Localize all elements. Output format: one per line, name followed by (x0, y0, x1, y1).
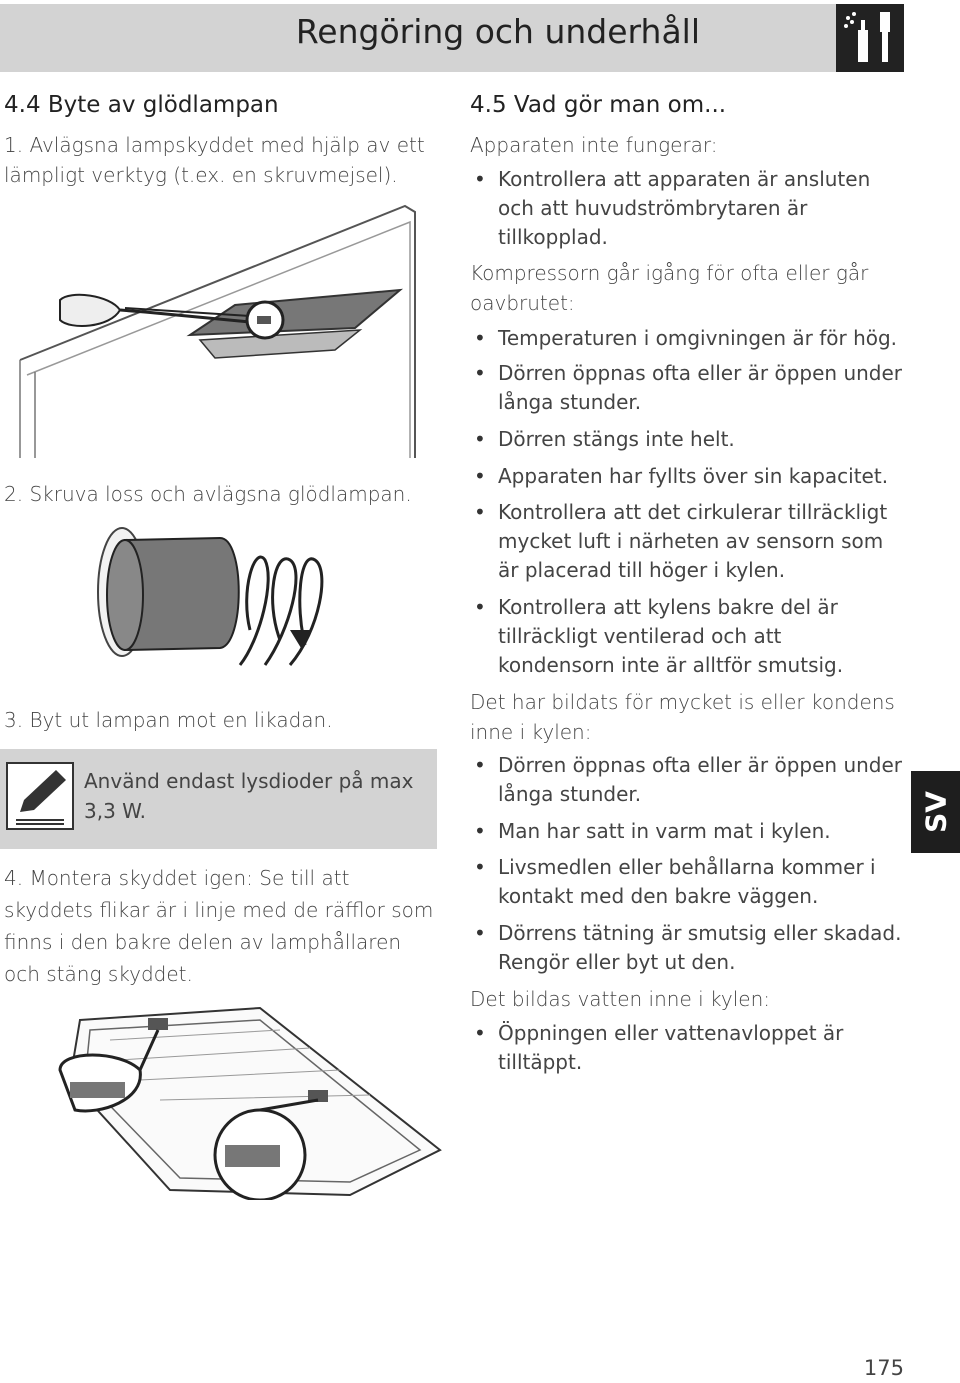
pencil-note-icon (6, 762, 74, 830)
page-number: 175 (863, 1356, 904, 1380)
language-tab: SV (911, 771, 960, 853)
step-1-text: 1. Avlägsna lampskyddet med hjälp av ett lämpligt verktyg (t.ex. en skruvmejsel). (4, 133, 425, 187)
step-3-text: 3. Byt ut lampan mot en likadan. (4, 708, 333, 732)
trouble-title-1: Apparaten inte fungerar: (470, 133, 718, 157)
cleaning-tools-icon (836, 4, 904, 72)
trouble-item: • Dörren öppnas ofta eller är öppen under långa stunder. (470, 359, 930, 417)
trouble-item: • Dörren öppnas ofta eller är öppen under långa stunder. (470, 751, 910, 809)
trouble-title-4: Det bildas vatten inne i kylen: (470, 987, 771, 1011)
trouble-item: • Dörrens tätning är smutsig eller skadad. Rengör eller byt ut den. (470, 919, 910, 977)
unscrew-bulb-illustration (90, 520, 360, 670)
trouble-item: • Apparaten har fyllts över sin kapacitet. (470, 462, 930, 491)
trouble-item: • Livsmedlen eller behållarna kommer i kontakt med den bakre väggen. (470, 853, 910, 911)
trouble-item: • Kontrollera att kylens bakre del är tillräckligt ventilerad och att kondensorn inte är alltför smutsig. (470, 593, 898, 680)
note-text: Använd endast lysdioder på max 3,3 W. (84, 769, 414, 823)
trouble-item: • Öppningen eller vattenavloppet är tilltäppt. (470, 1019, 878, 1077)
trouble-item: • Temperaturen i omgivningen är för hög. (470, 324, 930, 353)
step-4-text: 4. Montera skyddet igen: Se till att skyddets flikar är i linje med de räfflor som finns i den bakre delen av lamphållaren och stäng skyddet. (4, 866, 434, 986)
remove-cover-illustration (15, 200, 420, 460)
section-heading-troubleshooting: 4.5 Vad gör man om... (470, 92, 727, 118)
step-2-text: 2. Skruva loss och avlägsna glödlampan. (4, 482, 412, 506)
section-heading-bulb: 4.4 Byte av glödlampan (4, 92, 279, 118)
trouble-item: • Kontrollera att det cirkulerar tillräckligt mycket luft i närheten av sensorn som är placerad till höger i kylen. (470, 498, 898, 585)
trouble-title-3: Det har bildats för mycket is eller kondens inne i kylen: (470, 690, 895, 744)
page-title: Rengöring och underhåll (295, 12, 700, 51)
trouble-item: • Dörren stängs inte helt. (470, 425, 930, 454)
reattach-cover-illustration (50, 1000, 455, 1200)
trouble-item: • Man har satt in varm mat i kylen. (470, 817, 910, 846)
trouble-item: • Kontrollera att apparaten är ansluten och att huvudströmbrytaren är tillkopplad. (470, 165, 898, 252)
trouble-title-2: Kompressorn går igång för ofta eller går oavbrutet: (470, 261, 869, 315)
